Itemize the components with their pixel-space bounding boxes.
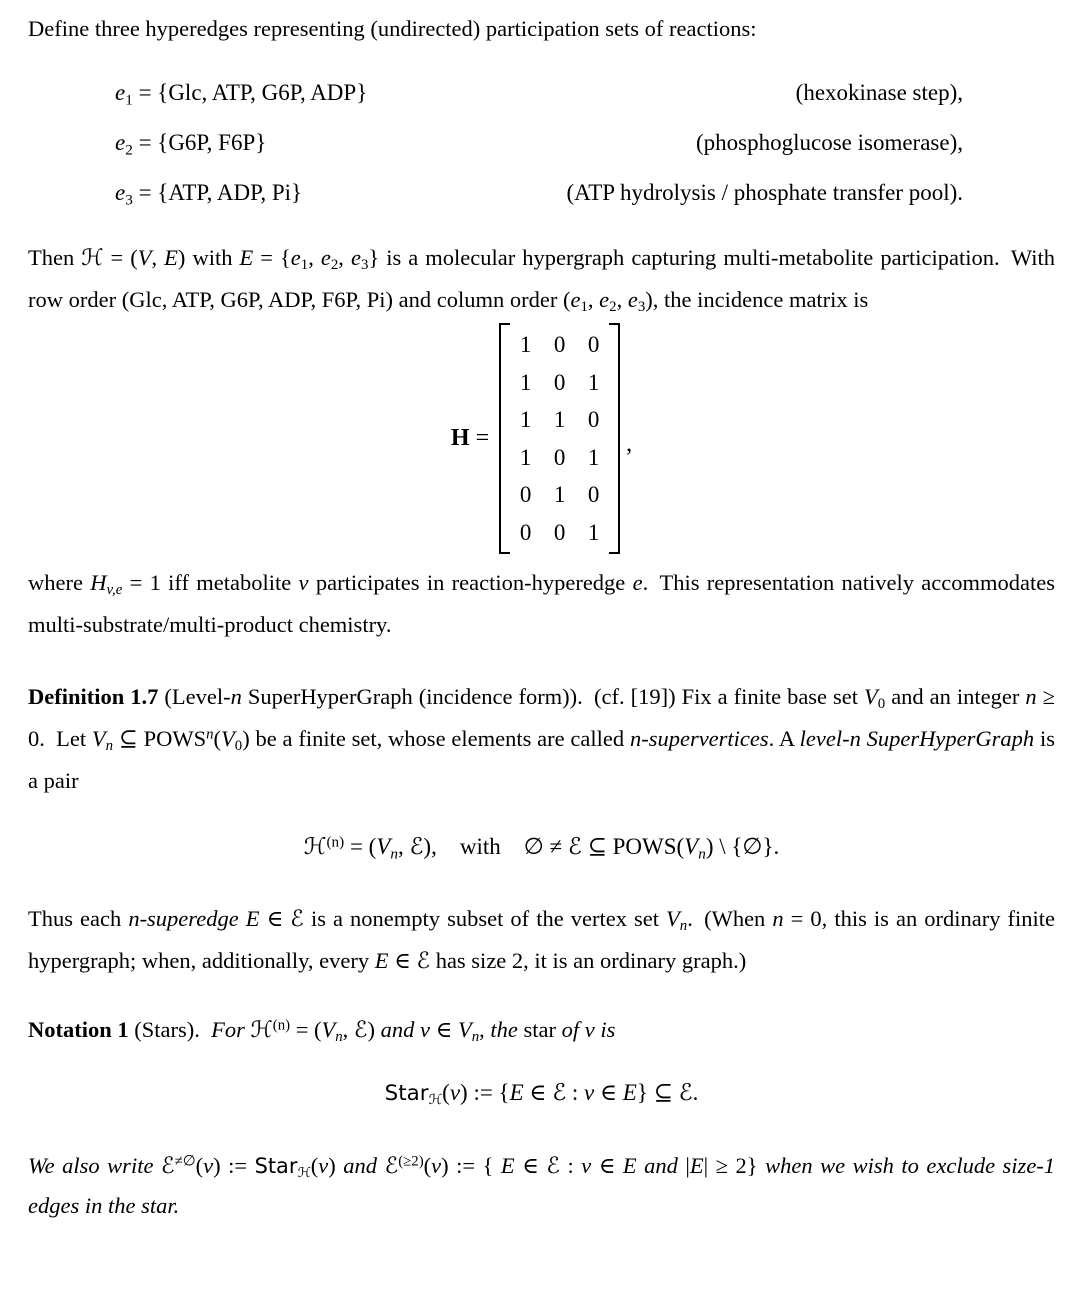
text-segment: E (509, 1080, 524, 1105)
text-segment: , (587, 287, 600, 312)
matrix-cell: 0 (587, 332, 600, 357)
text-segment: | ≥ 2} (703, 1153, 766, 1178)
text-segment: = ( (103, 245, 138, 270)
text-segment: is a nonempty subset of the vertex set (303, 906, 667, 931)
equation-e2-annotation (696, 118, 963, 168)
text-segment: V (221, 726, 235, 751)
text-segment: of v is (556, 1017, 616, 1042)
text-segment: Star (384, 1081, 429, 1106)
equation-e1-lhs (115, 68, 367, 118)
text-segment: ℰ (384, 1153, 399, 1178)
text-segment: V (137, 245, 152, 270)
text-segment: e (570, 287, 581, 312)
text-segment: n-superedge (128, 906, 239, 931)
text-segment: (n) (326, 833, 345, 851)
text-segment: , (151, 245, 165, 270)
text-segment: 3 (125, 191, 133, 209)
text-segment: E (500, 1153, 515, 1178)
text-segment (239, 906, 246, 931)
text-segment: ℋ (297, 1164, 311, 1180)
text-segment: v (581, 1153, 592, 1178)
text-segment: and (380, 1017, 421, 1042)
matrix-cell: 1 (519, 332, 532, 357)
text-segment: 0 (877, 696, 886, 713)
paragraph-thus-superedge (28, 898, 1055, 982)
text-segment: = {Glc, ATP, G6P, ADP} (132, 80, 368, 105)
text-segment: n (206, 726, 214, 743)
text-segment: Thus each (28, 906, 129, 931)
matrix-cell: 1 (519, 444, 532, 470)
text-segment: , (397, 834, 410, 859)
text-segment: V (321, 1017, 336, 1042)
text-segment: ⊆ POWS (113, 726, 207, 751)
equation-star-definition (28, 1071, 1055, 1116)
matrix-row (518, 401, 601, 439)
text-segment: 3 (637, 299, 646, 316)
reaction-hyperedges-equation-block (28, 68, 1055, 218)
text-segment: : (566, 1080, 585, 1105)
text-segment: . This representation natively accommodates multi-substrate/multi-product chemistry. (28, 570, 1055, 637)
text-segment: the (490, 1017, 524, 1042)
text-segment: E (374, 948, 389, 973)
text-segment: and an integer (885, 684, 1026, 709)
text-segment: ⊆ POWS( (581, 834, 685, 859)
text-segment: and (644, 1153, 678, 1178)
text-segment: ℰ (290, 906, 304, 931)
matrix-cell: 1 (553, 407, 566, 432)
text-segment: ( (310, 1153, 319, 1178)
text-segment: E (689, 1153, 704, 1178)
text-segment: = {G6P, F6P} (132, 130, 267, 155)
text-segment: n (230, 684, 242, 709)
text-segment: n (698, 845, 706, 863)
text-segment: n-supervertices (629, 726, 769, 751)
equation-level-n-superhypergraph (28, 824, 1055, 870)
text-segment: , (338, 245, 351, 270)
text-segment: when we wish to exclude size-1 edges in the star. (28, 1153, 1056, 1218)
text-segment: ∈ (523, 1080, 553, 1105)
text-segment: ( (423, 1153, 432, 1178)
text-segment: (Stars). (128, 1017, 212, 1042)
text-segment: For (211, 1017, 251, 1042)
text-segment: E (245, 906, 260, 931)
text-segment: = {ATP, ADP, Pi} (132, 180, 303, 205)
equation-e1 (115, 68, 963, 118)
text-segment: = 0, this is an ordinary finite hypergraph; when, additionally, every (28, 906, 1056, 973)
text-segment: . A (768, 726, 800, 751)
matrix-row (518, 476, 601, 514)
text-segment: e (632, 570, 643, 595)
text-segment: V (376, 834, 391, 859)
text-segment: e (290, 245, 301, 270)
matrix-left-bracket (499, 323, 510, 554)
matrix-row (518, 326, 601, 364)
text-segment: n (105, 738, 114, 755)
text-segment: where (28, 570, 91, 595)
matrix-cell: 1 (553, 482, 566, 507)
text-segment: , (616, 287, 628, 312)
text-segment: = ( (290, 1017, 322, 1042)
text-segment: ℰ (416, 948, 431, 973)
text-segment: e (627, 287, 638, 312)
text-segment: is a pair (28, 726, 1055, 793)
incidence-matrix (499, 323, 620, 554)
text-segment: ∈ (388, 948, 417, 973)
text-segment: = { (253, 245, 291, 270)
text-segment: e (320, 245, 331, 270)
text-segment: ) \ {∅}. (705, 834, 780, 859)
text-segment: ℰ (678, 1080, 693, 1105)
text-segment: , (308, 245, 321, 270)
text-segment: ) := (213, 1153, 255, 1178)
text-segment: v (298, 570, 309, 595)
incidence-matrix-display (28, 323, 1055, 554)
text-segment: 2 (609, 299, 617, 316)
equation-e2 (115, 118, 963, 168)
text-segment: v (449, 1080, 461, 1105)
equation-e3-annotation (567, 168, 963, 218)
text-segment: ℰ (409, 834, 424, 859)
text-segment: ∈ (430, 1017, 458, 1042)
text-segment: (phosphoglucose isomerase), (696, 130, 963, 155)
matrix-label (451, 425, 489, 452)
text-segment: ) (367, 1017, 381, 1042)
matrix-trailing-comma: , (626, 431, 633, 457)
text-segment: } is a molecular hypergraph capturing multi-metabolite participation. With row order (Glc, ATP, G6P, ADP, F6P, Pi) and column order ( (28, 245, 1055, 312)
text-segment: V (91, 726, 106, 751)
text-segment: n (471, 1029, 480, 1046)
matrix-cell: 0 (553, 369, 566, 395)
text-segment: (≥2) (398, 1153, 424, 1170)
text-segment: e (115, 180, 126, 205)
text-segment: (ATP hydrolysis / phosphate transfer pool). (566, 180, 963, 205)
text-segment: Then (28, 245, 82, 270)
text-segment: ( (195, 1153, 204, 1178)
text-segment: participates in reaction-hyperedge (308, 570, 633, 595)
paragraph-we-also-write (28, 1146, 1055, 1226)
matrix-cell: 0 (553, 519, 566, 545)
equation-e3-lhs (115, 168, 302, 218)
text-segment: ∈ (594, 1080, 623, 1105)
text-segment: v (584, 1080, 595, 1105)
text-segment: = ( (344, 834, 377, 859)
text-segment: ℰ (546, 1153, 560, 1178)
text-segment: v (431, 1153, 442, 1178)
text-segment: v (420, 1017, 431, 1042)
text-segment: n (772, 906, 784, 931)
text-segment: ℰ (353, 1017, 368, 1042)
text-segment: ℰ (567, 834, 582, 859)
matrix-row (518, 439, 601, 477)
text-segment: } ⊆ (636, 1080, 679, 1105)
text-segment: H (90, 570, 107, 595)
text-segment: e (350, 245, 361, 270)
text-segment: 1 (580, 299, 588, 316)
definition-1-7 (28, 676, 1055, 802)
text-segment: ℋ (81, 245, 104, 270)
matrix-cell: 0 (519, 482, 532, 507)
text-segment: ℋ (250, 1017, 273, 1042)
text-segment: n (679, 918, 688, 935)
text-segment: ) with (177, 245, 240, 270)
matrix-equals-sign: = (469, 425, 490, 451)
text-segment: n (1025, 684, 1037, 709)
equation-e2-lhs (115, 118, 266, 168)
text-segment: ) be a finite set, whose elements are called (242, 726, 630, 751)
matrix-entries (510, 323, 609, 554)
text-segment: (n) (272, 1017, 291, 1034)
text-segment: E (164, 245, 178, 270)
text-segment: ∈ (591, 1153, 623, 1178)
text-segment: , (479, 1017, 491, 1042)
text-segment: ℋ (428, 1091, 443, 1107)
text-segment: ( (442, 1080, 450, 1105)
text-segment: v (203, 1153, 214, 1178)
text-segment: (hexokinase step), (795, 80, 963, 105)
matrix-cell: 0 (553, 444, 566, 470)
text-segment: We also write (28, 1153, 161, 1178)
text-segment: ) := { (441, 1153, 501, 1178)
equation-e1-annotation (796, 68, 963, 118)
text-segment: 2 (125, 141, 133, 159)
matrix-cell: 0 (587, 482, 600, 507)
text-segment: ℋ (303, 834, 327, 859)
matrix-cell: 0 (553, 332, 566, 357)
text-segment: Definition 1.7 (28, 684, 159, 709)
text-segment: V (666, 906, 680, 931)
text-segment: v,e (106, 582, 123, 599)
text-segment: ( (213, 726, 222, 751)
text-segment: SuperHyperGraph (incidence form)). (cf. [19]) Fix a finite base set (241, 684, 865, 709)
paragraph-then-hypergraph (28, 237, 1055, 321)
text-segment: = 1 iff metabolite (122, 570, 299, 595)
text-segment: star (523, 1017, 556, 1042)
text-segment: 0 (234, 738, 243, 755)
text-segment: ), the incidence matrix is (645, 287, 869, 312)
text-segment: 1 (125, 91, 133, 109)
text-segment: has size 2, it is an ordinary graph.) (430, 948, 747, 973)
text-segment: v (318, 1153, 329, 1178)
matrix-cell: 1 (587, 369, 600, 395)
matrix-cell: 1 (519, 369, 532, 395)
text-segment: Define three hyperedges representing (undirected) participation sets of reactions: (28, 16, 757, 41)
text-segment: and (343, 1153, 385, 1178)
paragraph-where-incidence (28, 562, 1055, 646)
text-segment: (Level- (158, 684, 231, 709)
text-segment: V (864, 684, 878, 709)
text-segment: E (622, 1153, 637, 1178)
text-segment: V (684, 834, 699, 859)
text-segment: 3 (360, 257, 369, 274)
text-segment: ≠∅ (174, 1153, 196, 1170)
text-segment: , (342, 1017, 354, 1042)
notation-1-stars (28, 1009, 1055, 1051)
text-segment: level-n SuperHyperGraph (799, 726, 1035, 751)
text-segment: . (When (687, 906, 773, 931)
text-segment: ∈ (259, 906, 291, 931)
matrix-cell: 1 (587, 444, 600, 470)
text-segment: : (559, 1153, 582, 1178)
text-segment: ≥ 0. Let (28, 684, 1055, 751)
text-segment: . (692, 1080, 699, 1105)
text-segment: n (335, 1029, 343, 1046)
matrix-cell: 1 (519, 407, 532, 432)
text-segment: n (390, 845, 398, 863)
text-segment: Star (254, 1154, 298, 1178)
matrix-right-bracket (609, 323, 620, 554)
text-segment: ℰ (160, 1153, 175, 1178)
matrix-row (518, 364, 601, 402)
text-segment: ∈ (514, 1153, 547, 1178)
text-segment: E (622, 1080, 637, 1105)
text-segment: Notation 1 (28, 1017, 129, 1042)
text-segment: V (457, 1017, 472, 1042)
equation-e3 (115, 168, 963, 218)
text-segment: ) (328, 1153, 344, 1178)
text-segment: 2 (330, 257, 339, 274)
text-segment: e (115, 130, 126, 155)
text-segment: e (599, 287, 610, 312)
matrix-cell: 1 (587, 519, 600, 545)
paragraph-define-hyperedges (28, 8, 1055, 50)
matrix-symbol-H: H (450, 425, 470, 451)
matrix-row (518, 514, 601, 552)
text-segment: | (677, 1153, 690, 1178)
text-segment: ), with ∅ ≠ (423, 834, 568, 859)
text-segment: ℰ (552, 1080, 567, 1105)
text-segment: e (115, 80, 126, 105)
matrix-cell: 0 (587, 407, 600, 432)
text-segment: E (239, 245, 254, 270)
text-segment: 1 (300, 257, 309, 274)
text-segment: ) := { (460, 1080, 510, 1105)
matrix-cell: 0 (519, 519, 532, 545)
